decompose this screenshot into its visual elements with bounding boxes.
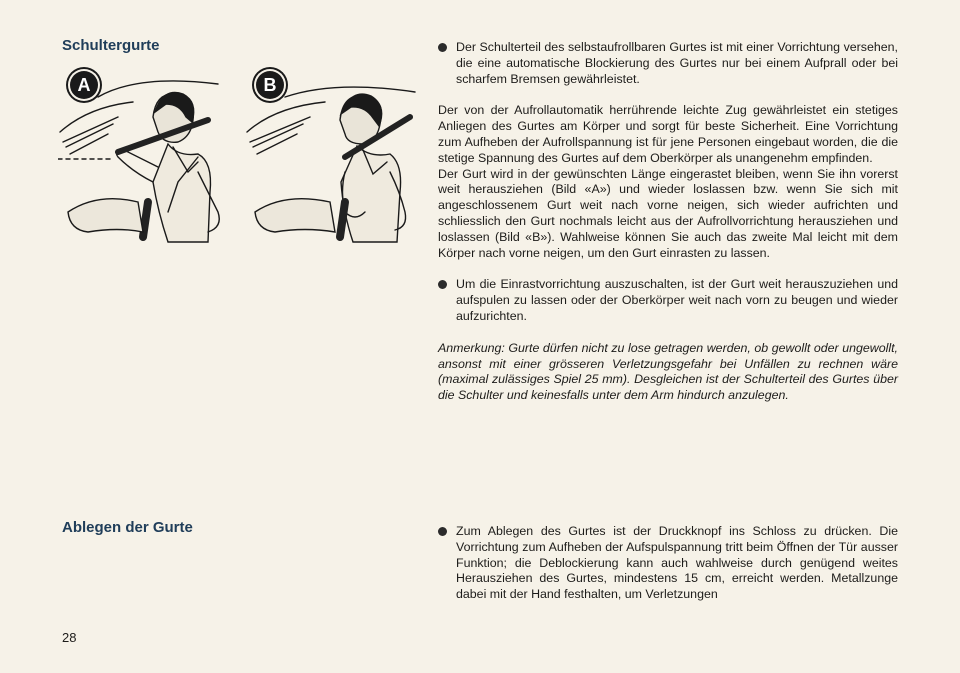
page-number: 28 bbox=[62, 630, 77, 645]
section-heading-schultergurte: Schultergurte bbox=[62, 37, 160, 54]
bullet-dot-icon bbox=[438, 280, 447, 289]
bullet-dot-icon bbox=[438, 43, 447, 52]
bullet-paragraph-2: Um die Einrastvorrichtung auszuschalten, ist der Gurt weit herauszuziehen und aufspulen zu lassen oder der Oberkörper weit nach vorn zu beugen und wieder aufzurichten. bbox=[438, 277, 898, 324]
figure-b-badge: B bbox=[256, 71, 284, 99]
section-heading-ablegen: Ablegen der Gurte bbox=[62, 519, 193, 536]
figure-a-illustration bbox=[58, 62, 228, 252]
figure-a-badge: A bbox=[70, 71, 98, 99]
section1-text-column bbox=[438, 40, 898, 404]
note-anmerkung: Anmerkung: Gurte dürfen nicht zu lose getragen werden, ob gewollt oder ungewollt, ansonst mit einer grösseren Verletzungsgefahr bei Unfällen zu rechnen wäre (maximal zulässiges Spiel 25 mm). Desgleichen ist der Schulterteil des Gurtes über die Schulter und keinesfalls unter dem Arm hindurch anzulegen. bbox=[438, 340, 898, 403]
section2-text-column bbox=[438, 524, 898, 603]
bullet-paragraph-1: Der Schulterteil des selbstaufrollbaren Gurtes ist mit einer Vorrichtung versehen, die eine automatische Blockierung des Gurtes nur bei einem Aufprall oder bei scharfem Bremsen gewährleistet. bbox=[438, 40, 898, 87]
figure-b-illustration bbox=[245, 62, 420, 252]
paragraph-aufrollautomatik: Der von der Aufrollautomatik herrührende leichte Zug gewährleistet ein stetiges Anliegen des Gurtes am Körper und sorgt für beste Sicherheit. Eine Vorrichtung zum Aufheben der Aufrollspannung ist für jene Personen eingebaut worden, die die stetige Spannung des Gurtes auf dem Oberkörper als unangenehm empfinden. bbox=[438, 103, 898, 165]
paragraph-einrasten: Der Gurt wird in der gewünschten Länge eingerastet bleiben, wenn Sie ihn vorerst weit herausziehen (Bild «A») und wieder loslassen bzw. wenn Sie sich mit angeschlossenem Gurt weit nach vorne neigen, sich wieder aufrichten und schliesslich den Gurt nochmals leicht aus der Aufrollvorrichtung herausziehen und loslassen (Bild «B»). Wahlweise können Sie auch das zweite Mal leicht mit dem Körper nach vorne neigen, um den Gurt einrasten zu lassen. bbox=[438, 166, 898, 260]
bullet-paragraph-ablegen: Zum Ablegen des Gurtes ist der Druckknopf ins Schloss zu drücken. Die Vorrichtung zum Aufheben der Aufspulspannung tritt beim Öffnen der Tür ausser Funktion; die Deblockierung kann auch wahlweise durch genügend weites Herausziehen des Gurtes, mindestens 15 cm, erreicht werden. Metallzunge dabei mit der Hand festhalten, um Verletzungen bbox=[438, 524, 898, 603]
bullet-dot-icon bbox=[438, 527, 447, 536]
